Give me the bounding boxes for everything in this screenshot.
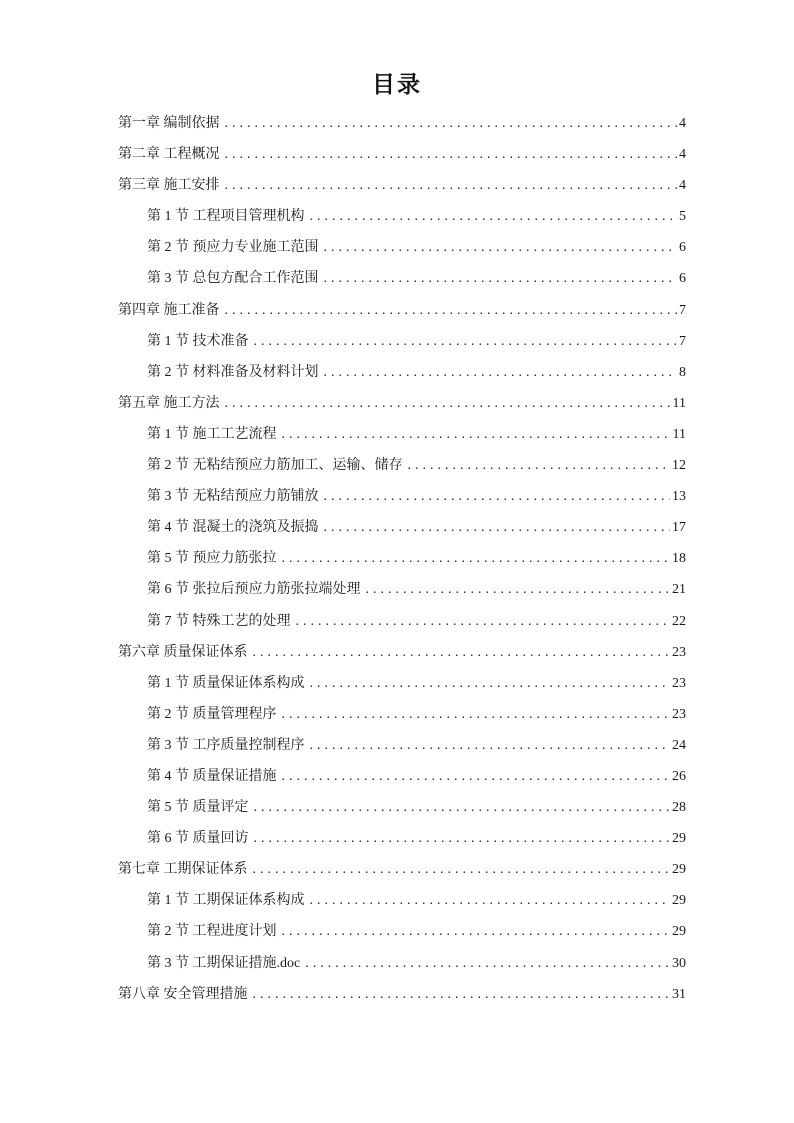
dot-leader: [310, 201, 678, 232]
toc-row[interactable]: [118, 668, 686, 699]
toc-row[interactable]: [118, 699, 686, 730]
toc-row[interactable]: [118, 637, 686, 668]
toc-entry-label: 第 1 节 工期保证体系构成: [147, 893, 305, 909]
toc-entry-label: 第三章 施工安排: [118, 178, 220, 194]
toc-row[interactable]: [118, 948, 686, 979]
toc-row[interactable]: [118, 388, 686, 419]
dot-leader: [324, 512, 671, 543]
dot-leader: [254, 326, 678, 357]
dot-leader: [225, 139, 678, 170]
toc-entry-label: 第 4 节 质量保证措施: [147, 768, 277, 784]
toc-entry-label: 第 4 节 混凝土的浇筑及振捣: [147, 520, 319, 536]
toc-entry-label: 第 5 节 质量评定: [147, 800, 249, 816]
toc-entry-label: 第 3 节 无粘结预应力筋铺放: [147, 489, 319, 505]
dot-leader: [310, 668, 671, 699]
toc-entry-label: 第 2 节 工程进度计划: [147, 924, 277, 940]
dot-leader: [282, 916, 671, 947]
toc-entry-label: 第 3 节 工序质量控制程序: [147, 737, 305, 753]
toc-entry-label: 第 1 节 施工工艺流程: [147, 426, 277, 442]
toc-page-number: 18: [672, 551, 686, 567]
dot-leader: [282, 419, 671, 450]
toc-row[interactable]: [118, 450, 686, 481]
toc-page-number: 29: [672, 831, 686, 847]
toc-row[interactable]: [118, 606, 686, 637]
toc-entry-label: 第二章 工程概况: [118, 147, 220, 163]
toc-row[interactable]: [118, 885, 686, 916]
dot-leader: [253, 637, 671, 668]
toc-entry-label: 第七章 工期保证体系: [118, 862, 248, 878]
dot-leader: [225, 170, 678, 201]
toc-page-number: 6: [679, 271, 686, 287]
toc-row[interactable]: [118, 854, 686, 885]
toc-entry-label: 第 7 节 特殊工艺的处理: [147, 613, 291, 629]
toc-entry-label: 第 2 节 无粘结预应力筋加工、运输、储存: [147, 458, 403, 474]
toc-row[interactable]: [118, 979, 686, 1010]
toc-page-number: 23: [672, 644, 686, 660]
toc-entry-label: 第四章 施工准备: [118, 302, 220, 318]
toc-page-number: 13: [672, 489, 686, 505]
toc-page-number: 23: [672, 675, 686, 691]
toc-entry-label: 第 2 节 预应力专业施工范围: [147, 240, 319, 256]
toc-page-number: 4: [679, 116, 686, 131]
toc-entry-label: 第六章 质量保证体系: [118, 644, 248, 660]
dot-leader: [310, 885, 671, 916]
toc-entry-label: 第 3 节 工期保证措施.doc: [147, 955, 301, 971]
toc-page-number: 4: [679, 178, 686, 194]
toc-row[interactable]: [118, 263, 686, 294]
toc-row[interactable]: [118, 139, 686, 170]
toc-page-number: 31: [672, 986, 686, 1002]
toc-page-number: 21: [672, 582, 686, 598]
toc-row[interactable]: [118, 730, 686, 761]
toc-entry-label: 第 6 节 质量回访: [147, 831, 249, 847]
toc-entry-label: 第 2 节 质量管理程序: [147, 706, 277, 722]
toc-row[interactable]: [118, 232, 686, 263]
dot-leader: [324, 232, 678, 263]
toc-page-number: 29: [672, 924, 686, 940]
dot-leader: [253, 979, 671, 1010]
toc-row[interactable]: [118, 792, 686, 823]
toc-page-number: 24: [672, 737, 686, 753]
toc-page-number: 4: [679, 147, 686, 163]
toc-entry-label: 第一章 编制依据: [118, 116, 220, 131]
toc-page-number: 11: [672, 426, 686, 442]
dot-leader: [296, 606, 671, 637]
toc-row[interactable]: [118, 823, 686, 854]
toc-row[interactable]: [118, 357, 686, 388]
toc-page-number: 29: [672, 862, 686, 878]
toc-row[interactable]: [118, 201, 686, 232]
toc-row[interactable]: [118, 512, 686, 543]
toc-row[interactable]: [118, 326, 686, 357]
toc-entry-label: 第八章 安全管理措施: [118, 986, 248, 1002]
toc-page-number: 8: [679, 364, 686, 380]
toc-row[interactable]: [118, 108, 686, 139]
dot-leader: [282, 543, 671, 574]
dot-leader: [282, 699, 671, 730]
toc-page-number: 5: [679, 209, 686, 225]
toc-entry-label: 第 2 节 材料准备及材料计划: [147, 364, 319, 380]
toc-page-number: 30: [672, 955, 686, 971]
toc-page-number: 11: [672, 395, 686, 411]
toc-entry-label: 第 5 节 预应力筋张拉: [147, 551, 277, 567]
toc-entry-label: 第 3 节 总包方配合工作范围: [147, 271, 319, 287]
toc-page-number: 23: [672, 706, 686, 722]
dot-leader: [254, 792, 671, 823]
dot-leader: [282, 761, 671, 792]
toc-page-number: 17: [672, 520, 686, 536]
dot-leader: [305, 948, 670, 979]
dot-leader: [324, 481, 671, 512]
dot-leader: [366, 574, 671, 605]
toc-entry-label: 第 6 节 张拉后预应力筋张拉端处理: [147, 582, 361, 598]
dot-leader: [324, 263, 678, 294]
toc-entry-label: 第 1 节 工程项目管理机构: [147, 209, 305, 225]
page-title: 目录: [372, 72, 422, 97]
dot-leader: [253, 854, 671, 885]
toc-page-number: 26: [672, 768, 686, 784]
toc-entry-label: 第 1 节 技术准备: [147, 333, 249, 349]
toc-row[interactable]: [118, 170, 686, 201]
dot-leader: [225, 388, 671, 419]
toc-page-number: 22: [672, 613, 686, 629]
toc-page-number: 7: [679, 333, 686, 349]
toc-row[interactable]: [118, 761, 686, 792]
toc-row[interactable]: [118, 574, 686, 605]
toc-row[interactable]: [118, 916, 686, 947]
dot-leader: [225, 295, 678, 326]
toc-row[interactable]: [118, 295, 686, 326]
toc-page-number: 12: [672, 458, 686, 474]
toc-page-number: 28: [672, 800, 686, 816]
toc-page-number: 29: [672, 893, 686, 909]
toc-page-number: 7: [679, 302, 686, 318]
dot-leader: [408, 450, 671, 481]
toc-row[interactable]: [118, 419, 686, 450]
table-of-contents: [0, 108, 794, 1010]
dot-leader: [225, 108, 678, 139]
toc-row[interactable]: [118, 543, 686, 574]
toc-page-number: 6: [679, 240, 686, 256]
toc-entry-label: 第五章 施工方法: [118, 395, 220, 411]
dot-leader: [324, 357, 678, 388]
dot-leader: [254, 823, 671, 854]
dot-leader: [310, 730, 671, 761]
toc-row[interactable]: [118, 481, 686, 512]
toc-entry-label: 第 1 节 质量保证体系构成: [147, 675, 305, 691]
